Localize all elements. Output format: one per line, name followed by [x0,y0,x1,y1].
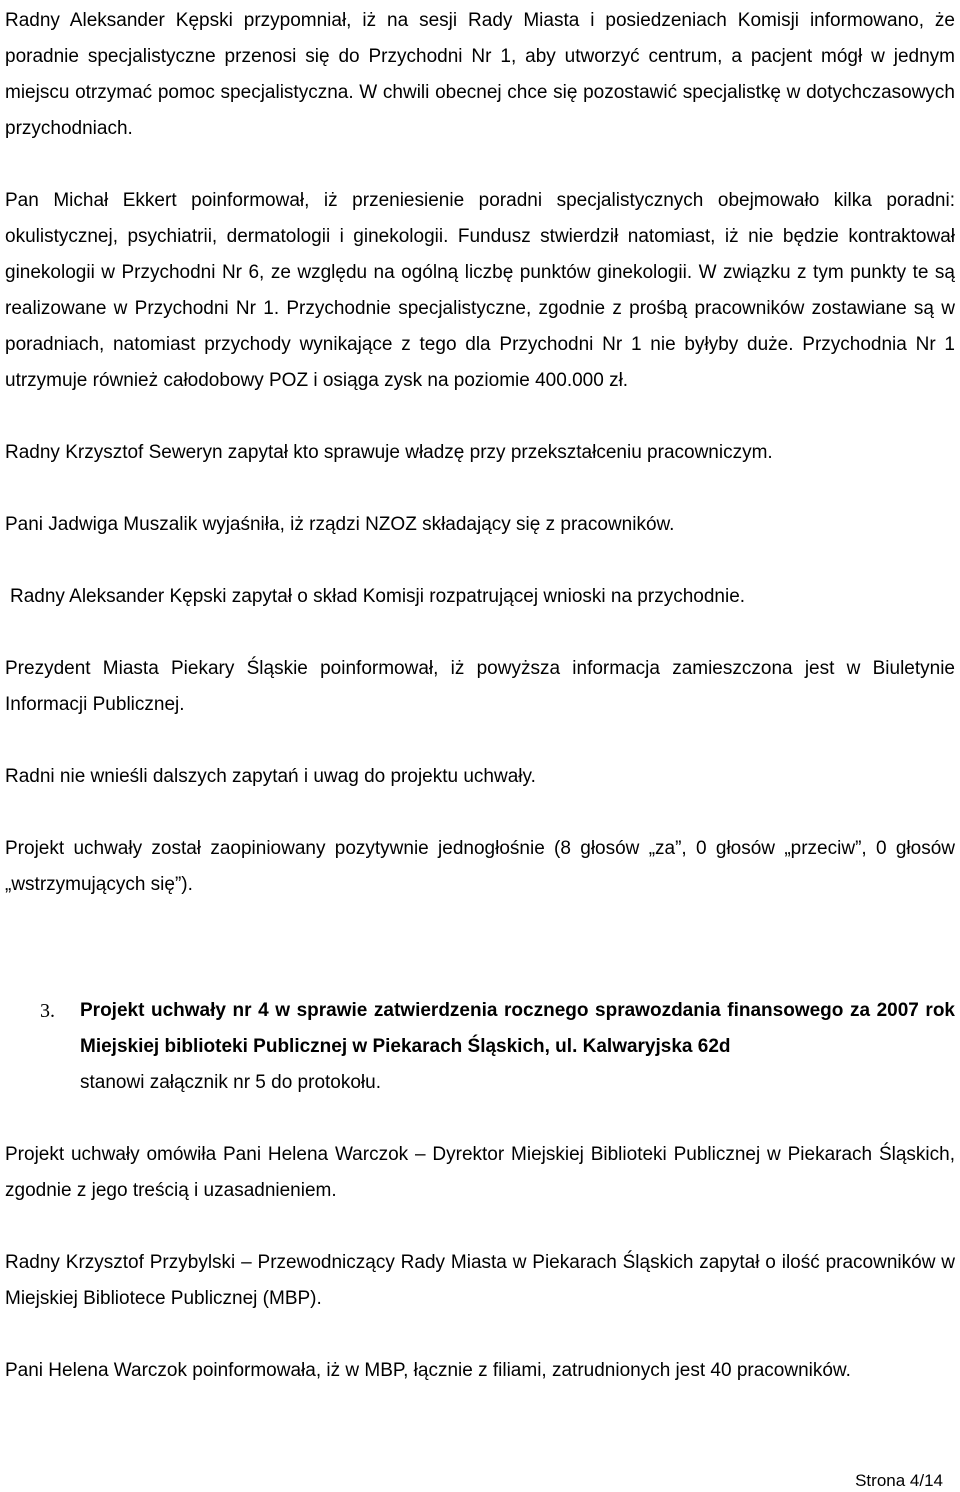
page-number: Strona 4/14 [855,1471,943,1490]
agenda-item-number: 3. [40,1000,55,1022]
agenda-item-title: Projekt uchwały nr 4 w sprawie zatwierdzenia rocznego sprawozdania finansowego za 2007 rok Miejskiej biblioteki Publicznej w Piekarach Śląskich, ul. Kalwaryjska 62d [80,1000,955,1057]
paragraph-vote-result: Projekt uchwały został zaopiniowany pozytywnie jednogłośnie (8 głosów „za”, 0 głosów „przeciw”, 0 głosów „wstrzymujących się”). [5,838,955,895]
paragraph-muszalik-answer: Pani Jadwiga Muszalik wyjaśniła, iż rządzi NZOZ składający się z pracowników. [5,514,675,535]
paragraph-president-answer: Prezydent Miasta Piekary Śląskie poinformował, iż powyższa informacja zamieszczona jest w Biuletynie Informacji Publicznej. [5,658,955,715]
document-page [5,0,955,1389]
agenda-item-suffix: stanowi załącznik nr 5 do protokołu. [80,1072,381,1093]
agenda-item-body [80,993,955,1101]
paragraph-ekkert-answer: Pan Michał Ekkert poinformował, iż przeniesienie poradni specjalistycznych obejmowało kilka poradni: okulistycznej, psychiatrii, dermatologii i ginekologii. Fundusz stwierdził natomiast, iż nie będzie kontraktował ginekologii w Przychodni Nr 6, ze względu na ogólną liczbę punktów ginekologii. W związku z tym punkty te są realizowane w Przychodni Nr 1. Przychodnie specjalistyczne, zgodnie z prośbą pracowników zostawiane są w poradniach, natomiast przychody wynikające z tego dla Przychodni Nr 1 nie byłyby duże. Przychodnia Nr 1 utrzymuje również całodobowy POZ i osiąga zysk na poziomie 400.000 zł. [5,190,955,391]
paragraph-warczok-presentation: Projekt uchwały omówiła Pani Helena Warczok – Dyrektor Miejskiej Biblioteki Publicznej w Piekarach Śląskich, zgodnie z jego treścią i uzasadnieniem. [5,1144,955,1201]
paragraph-kepski-commission-question: Radny Aleksander Kępski zapytał o skład Komisji rozpatrującej wnioski na przychodnie. [10,586,746,607]
paragraph-przybylski-question: Radny Krzysztof Przybylski – Przewodniczący Rady Miasta w Piekarach Śląskich zapytał o ilość pracowników w Miejskiej Bibliotece Publicznej (MBP). [5,1252,955,1309]
paragraph-no-further-questions: Radni nie wnieśli dalszych zapytań i uwag do projektu uchwały. [5,766,536,787]
paragraph-kepski-question: Radny Aleksander Kępski przypomniał, iż na sesji Rady Miasta i posiedzeniach Komisji informowano, że poradnie specjalistyczne przenosi się do Przychodni Nr 1, aby utworzyć centrum, a pacjent mógł w jednym miejscu otrzymać pomoc specjalistyczna. W chwili obecnej chce się pozostawić specjalistkę w dotychczasowych przychodniach. [5,10,955,139]
paragraph-warczok-answer: Pani Helena Warczok poinformowała, iż w MBP, łącznie z filiami, zatrudnionych jest 40 pracowników. [5,1360,851,1381]
paragraph-seweryn-question: Radny Krzysztof Seweryn zapytał kto sprawuje władzę przy przekształceniu pracowniczym. [5,442,773,463]
agenda-item [5,993,955,1101]
